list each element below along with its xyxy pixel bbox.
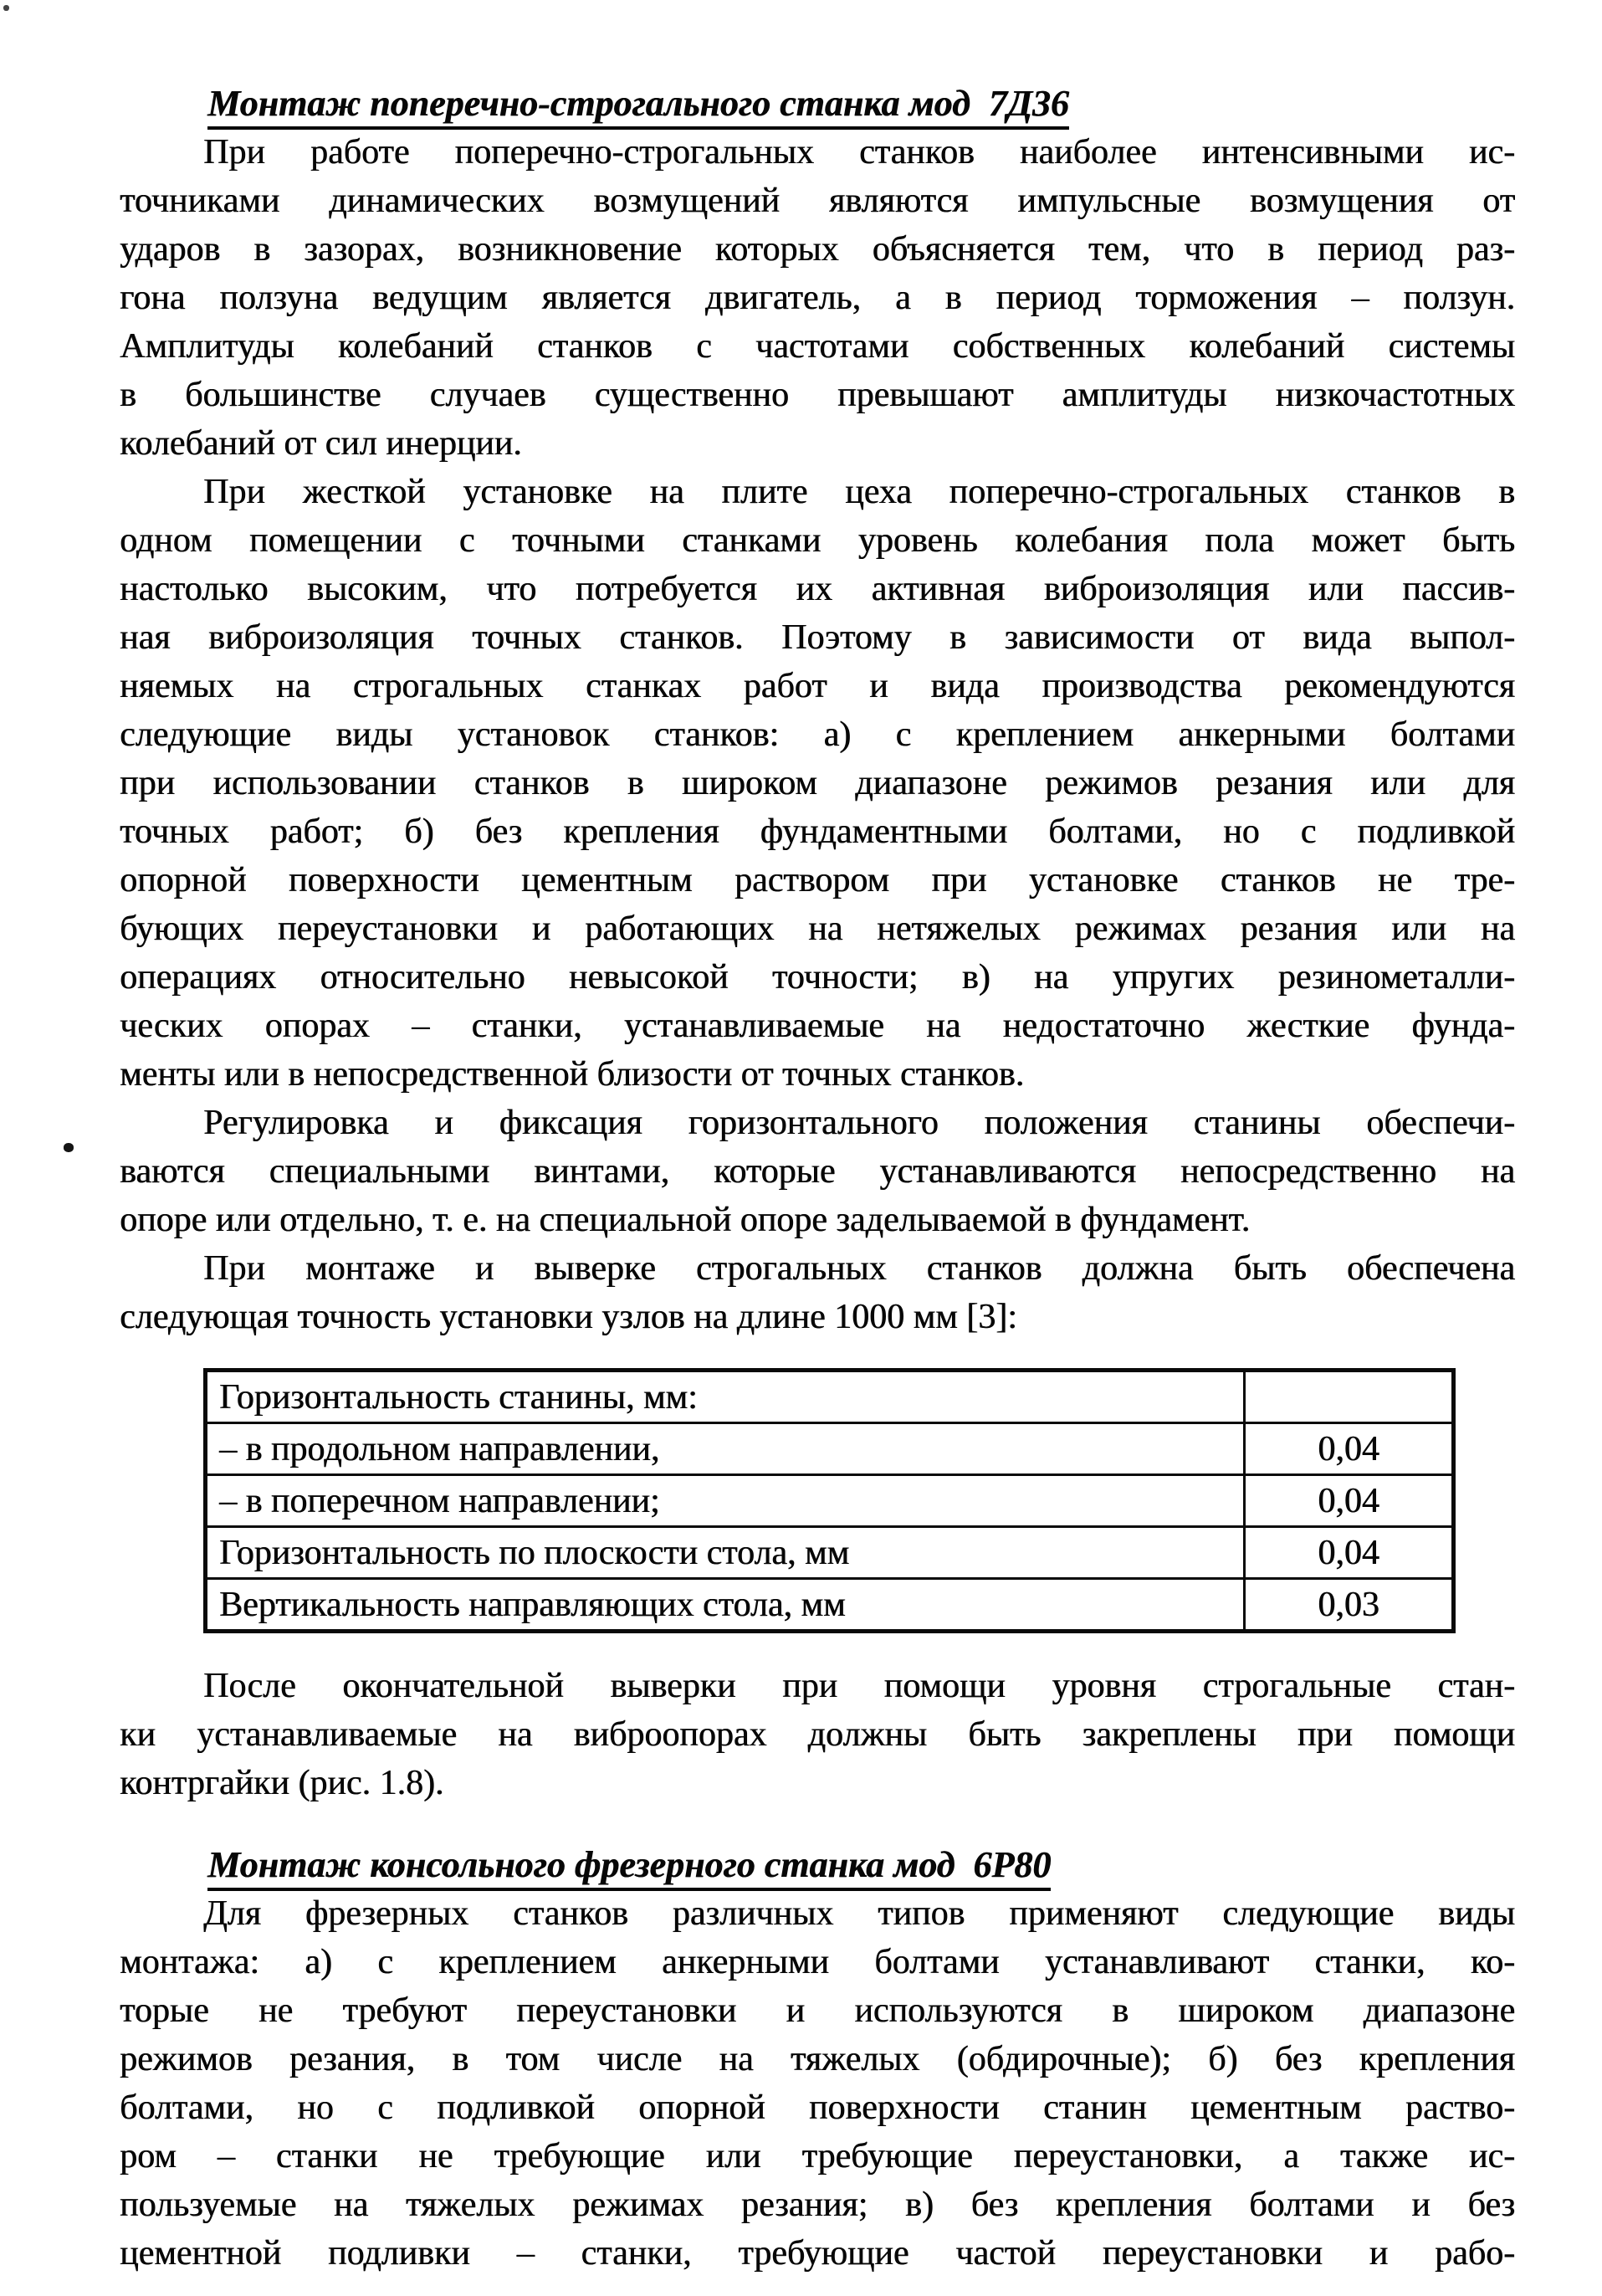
heading-mill-text: Монтаж консольного фрезерного станка мод 6Р80 (207, 1844, 1051, 1891)
scan-speck-mark (3, 5, 9, 11)
tolerance-value: 0,04 (1245, 1475, 1454, 1527)
scan-speck-mark (64, 1143, 74, 1152)
text-line: опоре или отдельно, т. е. на специальной опоре заделываемой в фундамент. (120, 1201, 1251, 1239)
section-heading-mill (120, 1841, 1515, 1889)
text-line: контргайки (рис. 1.8). (120, 1764, 444, 1802)
heading-shaper-text: Монтаж поперечно-строгального станка мод 7Д36 (207, 83, 1069, 130)
text-line: монтажа: а) с креплением анкерными болтами устанавливают станки, ко- (120, 1943, 1515, 1981)
text-line: в большинстве случаев существенно превышают амплитуды низкочастотных (120, 376, 1515, 414)
text-line: болтами, но с подливкой опорной поверхности станин цементным раство- (120, 2088, 1515, 2127)
text-line: следующие виды установок станков: а) с креплением анкерными болтами (120, 715, 1515, 754)
tolerance-label: Горизонтальность станины, мм: (206, 1371, 1245, 1423)
text-line: режимов резания, в том числе на тяжелых (обдирочные); б) без крепления (120, 2040, 1515, 2078)
text-line: точниками динамических возмущений являются импульсные возмущения от (120, 182, 1515, 220)
table-row (206, 1423, 1454, 1475)
table-row (206, 1371, 1454, 1423)
text-line: ваются специальными винтами, которые устанавливаются непосредственно на (120, 1152, 1515, 1191)
text-line: ром – станки не требующие или требующие переустановки, а также ис- (120, 2137, 1515, 2176)
tolerance-label: Горизонтальность по плоскости стола, мм (206, 1527, 1245, 1579)
text-line: одном помещении с точными станками уровень колебания пола может быть (120, 521, 1515, 560)
text-line: бующих переустановки и работающих на нетяжелых режимах резания или на (120, 910, 1515, 948)
text-line: при использовании станков в широком диапазоне режимов резания или для (120, 764, 1515, 802)
tolerance-value: 0,03 (1245, 1579, 1454, 1632)
paragraph-rigid-mounting (120, 468, 1515, 1099)
text-line: При жесткой установке на плите цеха поперечно-строгальных станков в (203, 473, 1515, 511)
section-heading-shaper (120, 79, 1515, 128)
tolerance-label: – в поперечном направлении; (206, 1475, 1245, 1527)
tolerance-table-body (206, 1371, 1454, 1632)
tolerance-label: – в продольном направлении, (206, 1423, 1245, 1475)
text-line: ческих опорах – станки, устанавливаемые на недостаточно жесткие фунда- (120, 1007, 1515, 1045)
text-line: ударов в зазорах, возникновение которых объясняется тем, что в период раз- (120, 230, 1515, 269)
text-line: настолько высоким, что потребуется их активная виброизоляция или пассив- (120, 570, 1515, 608)
text-line: няемых на строгальных станках работ и вида производства рекомендуются (120, 667, 1515, 705)
text-line: следующая точность установки узлов на длине 1000 мм [3]: (120, 1298, 1017, 1336)
text-line: Регулировка и фиксация горизонтального положения станины обеспечи- (203, 1104, 1515, 1142)
tolerance-value (1245, 1371, 1454, 1423)
paragraph-accuracy-intro (120, 1244, 1515, 1341)
text-line: операциях относительно невысокой точности; в) на упругих резинометалли- (120, 958, 1515, 997)
tolerance-value: 0,04 (1245, 1527, 1454, 1579)
text-line: менты или в непосредственной близости от точных станков. (120, 1055, 1025, 1094)
text-line: колебаний от сил инерции. (120, 424, 522, 463)
text-line: При работе поперечно-строгальных станков наиболее интенсивными ис- (203, 133, 1515, 172)
text-line: пользуемые на тяжелых режимах резания; в) без крепления болтами и без (120, 2186, 1515, 2224)
text-line: ная виброизоляция точных станков. Поэтому в зависимости от вида выпол- (120, 618, 1515, 657)
text-block (120, 79, 1515, 2278)
text-line: точных работ; б) без крепления фундаментными болтами, но с подливкой (120, 812, 1515, 851)
tolerance-label: Вертикальность направляющих стола, мм (206, 1579, 1245, 1632)
table-row (206, 1579, 1454, 1632)
text-line: торые не требуют переустановки и используются в широком диапазоне (120, 1991, 1515, 2030)
text-line: После окончательной выверки при помощи уровня строгальные стан- (203, 1667, 1515, 1705)
text-line: гона ползуна ведущим является двигатель, а в период торможения – ползун. (120, 279, 1515, 317)
text-line: опорной поверхности цементным раствором при установке станков не тре- (120, 861, 1515, 899)
text-line: цементной подливки – станки, требующие частой переустановки и рабо- (120, 2234, 1515, 2273)
text-line: Амплитуды колебаний станков с частотами собственных колебаний системы (120, 327, 1515, 366)
tolerance-table (203, 1368, 1456, 1633)
tolerance-value: 0,04 (1245, 1423, 1454, 1475)
paragraph-dynamic-sources (120, 128, 1515, 468)
paragraph-mill-mounting (120, 1889, 1515, 2278)
paragraph-final-check (120, 1662, 1515, 1807)
paragraph-regulation (120, 1099, 1515, 1244)
text-line: ки устанавливаемые на виброопорах должны быть закреплены при помощи (120, 1715, 1515, 1754)
text-line: Для фрезерных станков различных типов применяют следующие виды (203, 1894, 1515, 1933)
table-row (206, 1527, 1454, 1579)
table-row (206, 1475, 1454, 1527)
text-line: При монтаже и выверке строгальных станков должна быть обеспечена (203, 1249, 1515, 1288)
